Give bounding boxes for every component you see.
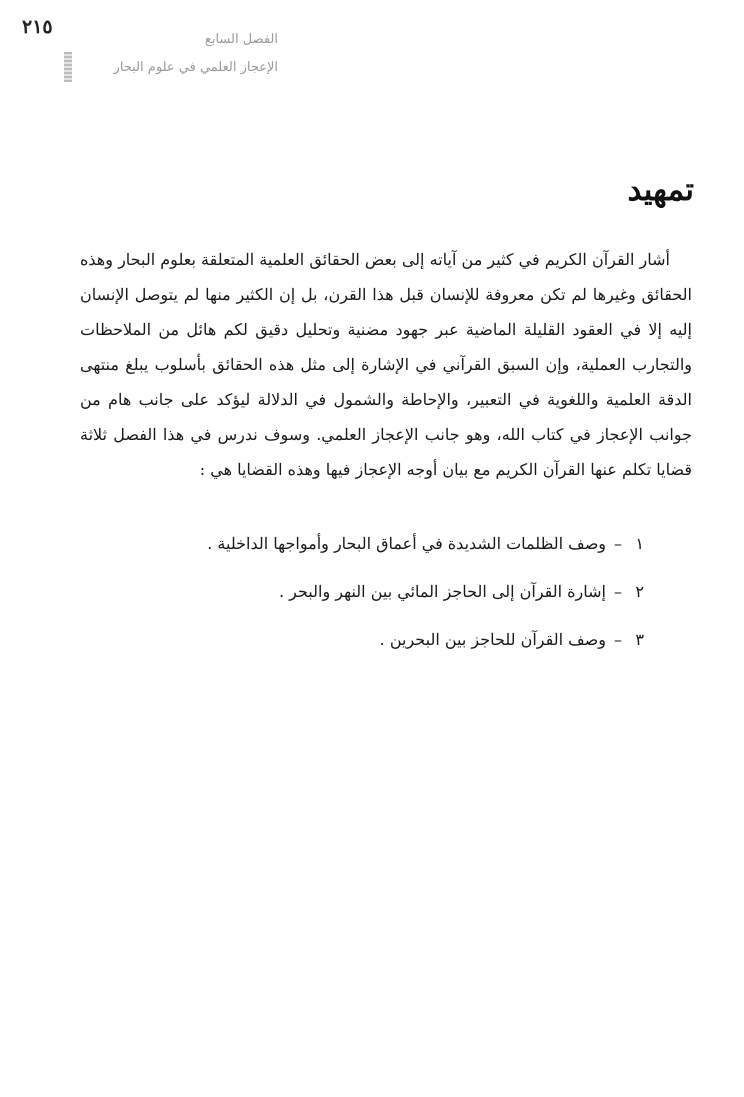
- chapter-subtitle: الإعجاز العلمي في علوم البحار: [113, 60, 278, 75]
- list-dash: –: [614, 582, 622, 601]
- list-item: [207, 520, 644, 568]
- topics-list: [207, 520, 644, 664]
- page-number: ٢١٥: [22, 16, 53, 38]
- list-item-text: وصف القرآن للحاجز بين البحرين .: [379, 630, 606, 649]
- list-item-number: ١: [635, 534, 644, 553]
- list-dash: –: [614, 534, 622, 553]
- list-item-text: وصف الظلمات الشديدة في أعماق البحار وأمواجها الداخلية .: [207, 534, 606, 553]
- section-heading: تمهيد: [627, 172, 694, 208]
- list-dash: –: [614, 630, 622, 649]
- list-item: [207, 616, 644, 664]
- list-item-number: ٢: [635, 582, 644, 601]
- chapter-title: الفصل السابع: [204, 32, 278, 47]
- running-header: [88, 26, 278, 82]
- header-decoration-bar: [64, 52, 72, 82]
- list-item-text: إشارة القرآن إلى الحاجز المائي بين النهر والبحر .: [278, 582, 606, 601]
- list-item: [207, 568, 644, 616]
- intro-paragraph: أشار القرآن الكريم في كثير من آياته إلى بعض الحقائق العلمية المتعلقة بعلوم البحار وهذه الحقائق وغيرها لم تكن معروفة للإنسان قبل هذا القرن، بل إن الكثير منها لم يتوصل الإنسان إليه إلا في العقود القليلة الماضية عبر جهود مضنية وتحليل دقيق لكم هائل من الملاحظات والتجارب العملية، وإن السبق القرآني في الإشارة إلى مثل هذه الحقائق بأسلوب يبلغ منتهى الدقة العلمية واللغوية في التعبير، والإحاطة والشمول في الدلالة ليؤكد على جانب هام من جوانب الإعجاز في كتاب الله، وهو جانب الإعجاز العلمي. وسوف ندرس في هذا الفصل ثلاثة قضايا تكلم عنها القرآن الكريم مع بيان أوجه الإعجاز فيها وهذه القضايا هي :: [80, 250, 693, 479]
- list-item-number: ٣: [635, 630, 644, 649]
